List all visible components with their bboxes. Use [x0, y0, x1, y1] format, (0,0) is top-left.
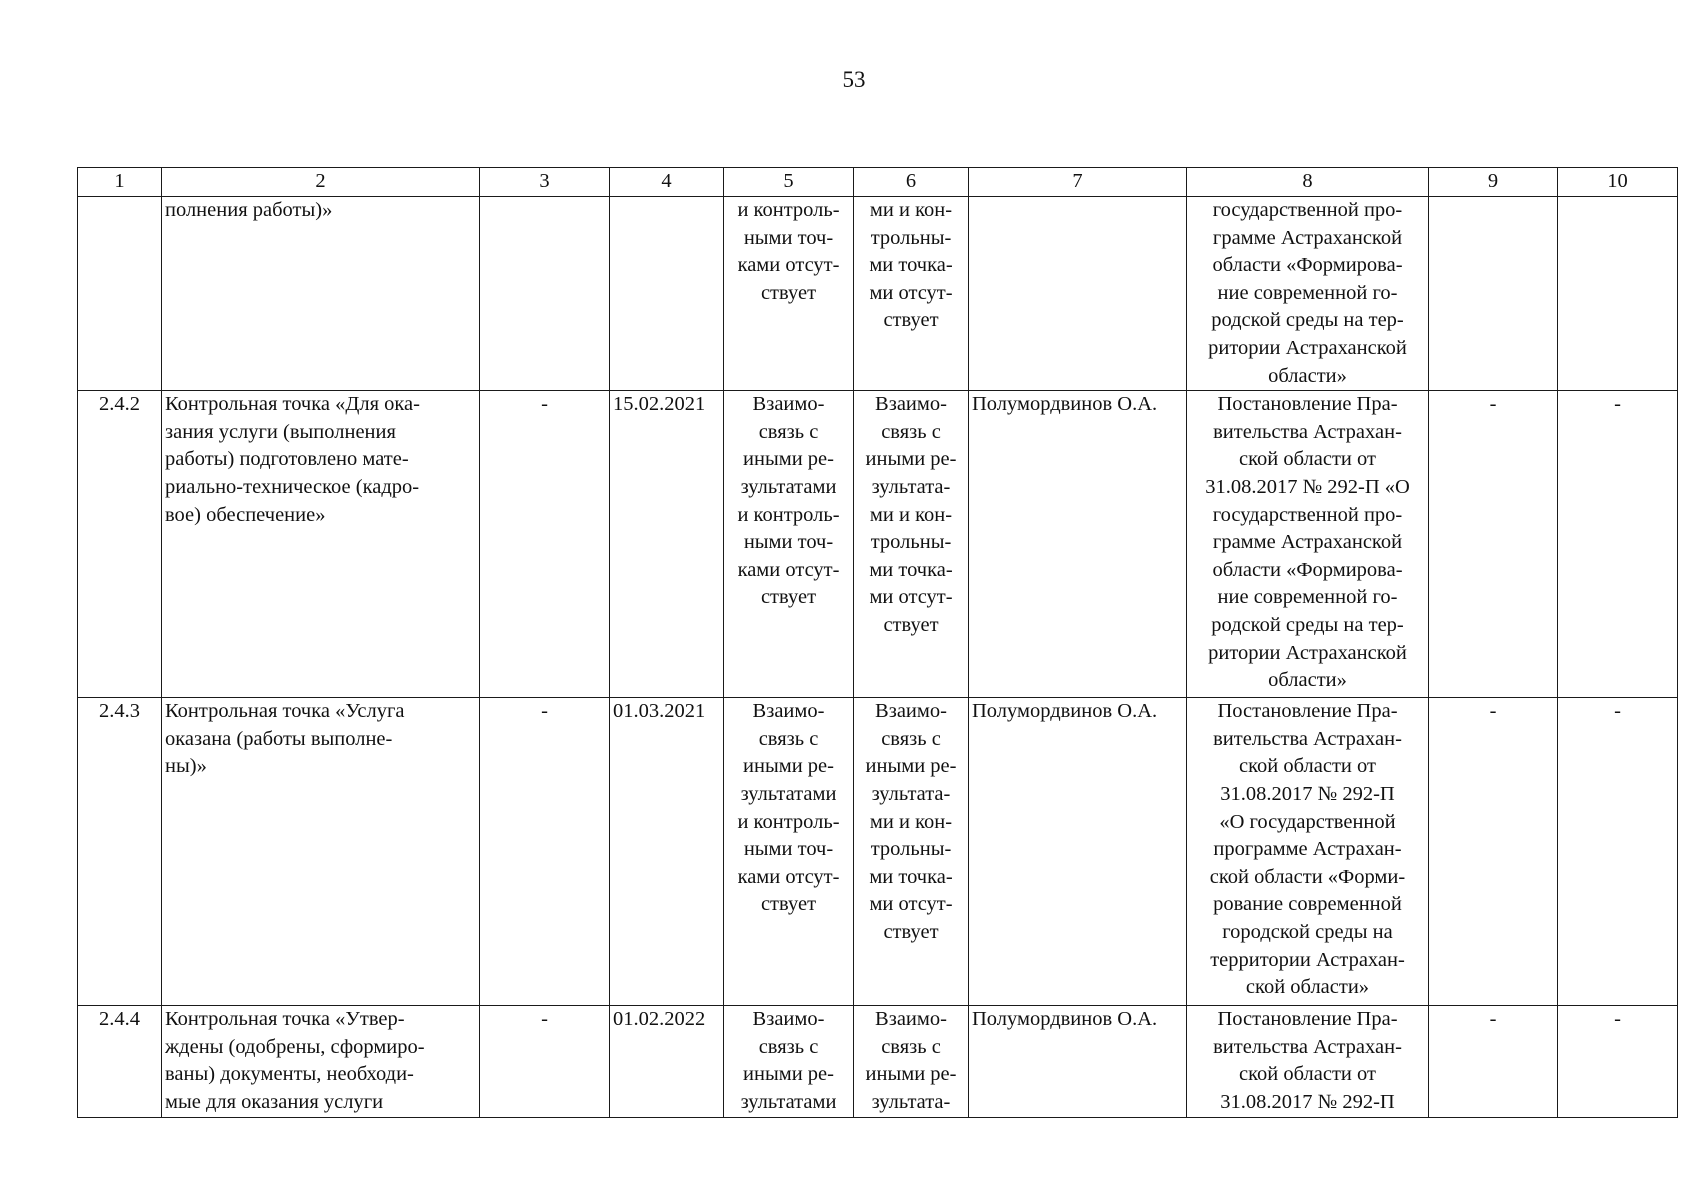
column-header-1: 1	[78, 168, 162, 197]
column-10-cell: -	[1558, 1006, 1678, 1117]
column-header-6: 6	[854, 168, 969, 197]
column-9-cell: -	[1429, 698, 1558, 1006]
date-cell: 01.02.2022	[610, 1006, 724, 1117]
column-header-8: 8	[1187, 168, 1429, 197]
document-cell: Постановление Пра- вительства Астрахан- ской области от 31.08.2017 № 292-П	[1187, 1006, 1429, 1117]
column-9-cell: -	[1429, 1006, 1558, 1117]
row-number-cell: 2.4.2	[78, 391, 162, 698]
row-number-cell: 2.4.4	[78, 1006, 162, 1117]
control-points-table	[77, 167, 1678, 1118]
relationship-cell-5: Взаимо- связь с иными ре- зультатами и контроль- ными точ- ками отсут- ствует	[724, 698, 854, 1006]
date-cell: 15.02.2021	[610, 391, 724, 698]
responsible-cell: Полумордвинов О.А.	[969, 391, 1187, 698]
column-3-cell: -	[480, 698, 610, 1006]
relationship-cell-6: Взаимо- связь с иными ре- зультата- ми и кон- трольны- ми точка- ми отсут- ствует	[854, 698, 969, 1006]
responsible-cell	[969, 197, 1187, 391]
relationship-cell-6: Взаимо- связь с иными ре- зультата-	[854, 1006, 969, 1117]
relationship-cell-5: Взаимо- связь с иными ре- зультатами и контроль- ными точ- ками отсут- ствует	[724, 391, 854, 698]
control-point-name-cell: полнения работы)»	[162, 197, 480, 391]
column-3-cell	[480, 197, 610, 391]
relationship-cell-5: и контроль- ными точ- ками отсут- ствует	[724, 197, 854, 391]
responsible-cell: Полумордвинов О.А.	[969, 1006, 1187, 1117]
header-row	[78, 168, 1678, 197]
relationship-cell-5: Взаимо- связь с иными ре- зультатами	[724, 1006, 854, 1117]
column-3-cell: -	[480, 391, 610, 698]
row-number-cell: 2.4.3	[78, 698, 162, 1006]
document-cell: Постановление Пра- вительства Астрахан- ской области от 31.08.2017 № 292-П «О государственной программе Астрахан- ской области «Форми- рование современной городской среды на территории Астрахан- ской области»	[1187, 698, 1429, 1006]
row-number-cell	[78, 197, 162, 391]
control-point-name-cell: Контрольная точка «Услуга оказана (работы выполне- ны)»	[162, 698, 480, 1006]
document-cell: Постановление Пра- вительства Астрахан- ской области от 31.08.2017 № 292-П «О государственной про- грамме Астраханской области «Формирова- ние современной го- родской среды на тер- ритории Астраханской области»	[1187, 391, 1429, 698]
column-3-cell: -	[480, 1006, 610, 1117]
document-cell: государственной про- грамме Астраханской области «Формирова- ние современной го- родской среды на тер- ритории Астраханской области»	[1187, 197, 1429, 391]
relationship-cell-6: Взаимо- связь с иными ре- зультата- ми и кон- трольны- ми точка- ми отсут- ствует	[854, 391, 969, 698]
column-header-3: 3	[480, 168, 610, 197]
table-row-continuation	[78, 197, 1678, 391]
column-9-cell	[1429, 197, 1558, 391]
column-10-cell: -	[1558, 391, 1678, 698]
column-header-7: 7	[969, 168, 1187, 197]
control-point-name-cell: Контрольная точка «Утвер- ждены (одобрены, сформиро- ваны) документы, необходи- мые для оказания услуги	[162, 1006, 480, 1117]
date-cell: 01.03.2021	[610, 698, 724, 1006]
table-row-2-4-2	[78, 391, 1678, 698]
column-header-9: 9	[1429, 168, 1558, 197]
control-point-name-cell: Контрольная точка «Для ока- зания услуги (выполнения работы) подготовлено мате- риально-техническое (кадро- вое) обеспечение»	[162, 391, 480, 698]
responsible-cell: Полумордвинов О.А.	[969, 698, 1187, 1006]
column-header-2: 2	[162, 168, 480, 197]
column-10-cell	[1558, 197, 1678, 391]
column-header-5: 5	[724, 168, 854, 197]
date-cell	[610, 197, 724, 391]
table-row-2-4-3	[78, 698, 1678, 1006]
column-header-4: 4	[610, 168, 724, 197]
page-number: 53	[842, 67, 866, 92]
column-9-cell: -	[1429, 391, 1558, 698]
table-row-2-4-4	[78, 1006, 1678, 1117]
column-header-10: 10	[1558, 168, 1678, 197]
column-10-cell: -	[1558, 698, 1678, 1006]
relationship-cell-6: ми и кон- трольны- ми точка- ми отсут- ствует	[854, 197, 969, 391]
